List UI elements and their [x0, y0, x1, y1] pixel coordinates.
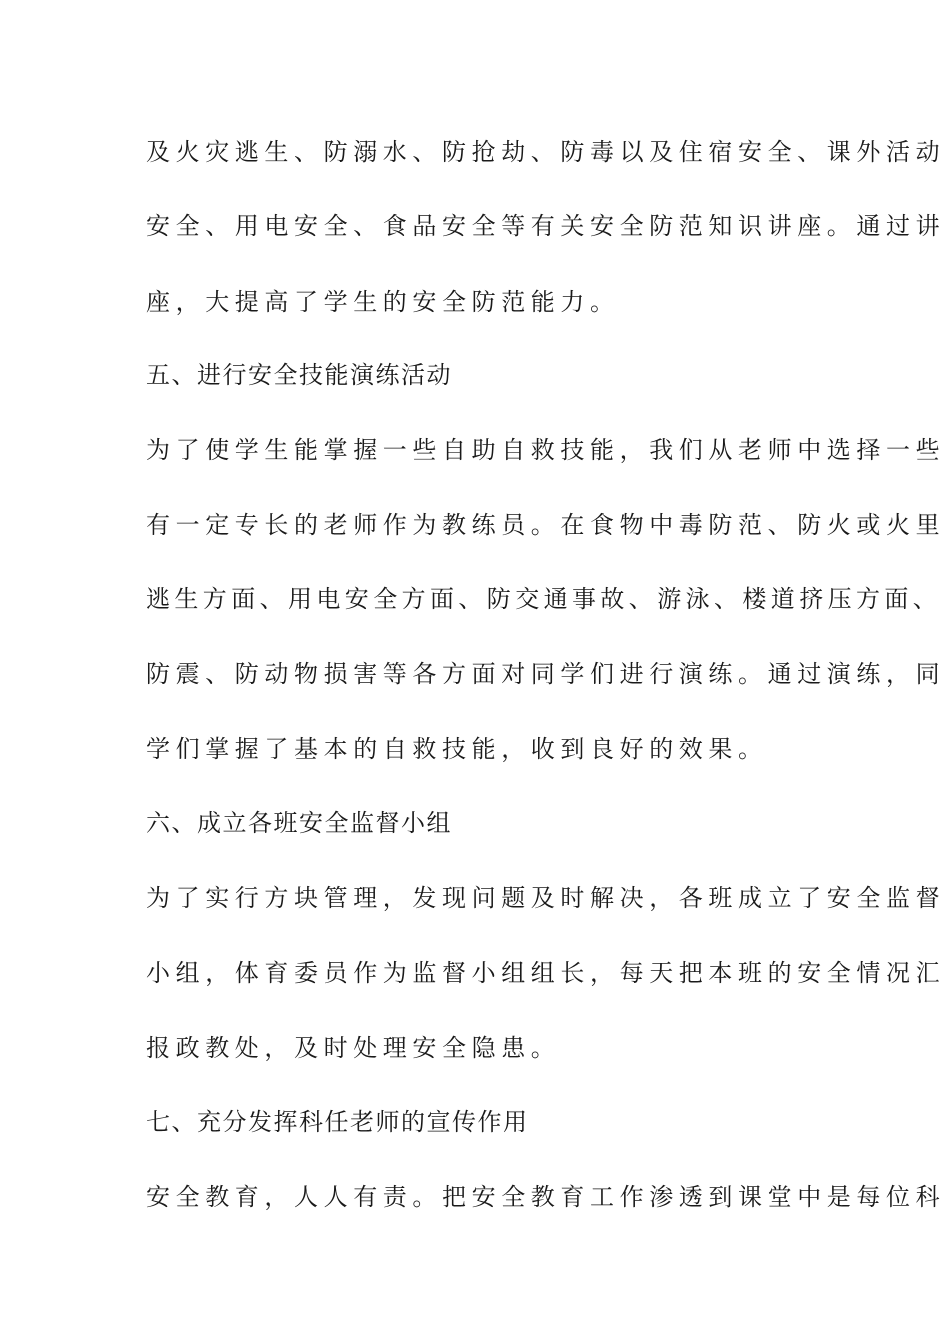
paragraph-line: 学们掌握了基本的自救技能，收到良好的效果。 [146, 735, 768, 763]
paragraph-line: 报政教处，及时处理安全隐患。 [146, 1034, 561, 1062]
section-heading: 五、进行安全技能演练活动 [146, 361, 452, 389]
paragraph-line: 安全、用电安全、食品安全等有关安全防范知识讲座。通过讲 [146, 212, 946, 240]
paragraph-line: 座，大提高了学生的安全防范能力。 [146, 288, 620, 316]
paragraph-line: 及火灾逃生、防溺水、防抢劫、防毒以及住宿安全、课外活动 [146, 138, 946, 166]
paragraph-line: 逃生方面、用电安全方面、防交通事故、游泳、楼道挤压方面、 [146, 585, 942, 613]
paragraph-line: 为了使学生能掌握一些自助自救技能，我们从老师中选择一些 [146, 436, 946, 464]
paragraph-line: 防震、防动物损害等各方面对同学们进行演练。通过演练，同 [146, 660, 946, 688]
paragraph-line: 小组，体育委员作为监督小组组长，每天把本班的安全情况汇 [146, 959, 946, 987]
section-heading: 七、充分发挥科任老师的宣传作用 [146, 1108, 529, 1136]
paragraph-line: 有一定专长的老师作为教练员。在食物中毒防范、防火或火里 [146, 511, 946, 539]
section-heading: 六、成立各班安全监督小组 [146, 809, 452, 837]
paragraph-line: 安全教育，人人有责。把安全教育工作渗透到课堂中是每位科 [146, 1183, 946, 1211]
paragraph-line: 为了实行方块管理，发现问题及时解决，各班成立了安全监督 [146, 884, 946, 912]
